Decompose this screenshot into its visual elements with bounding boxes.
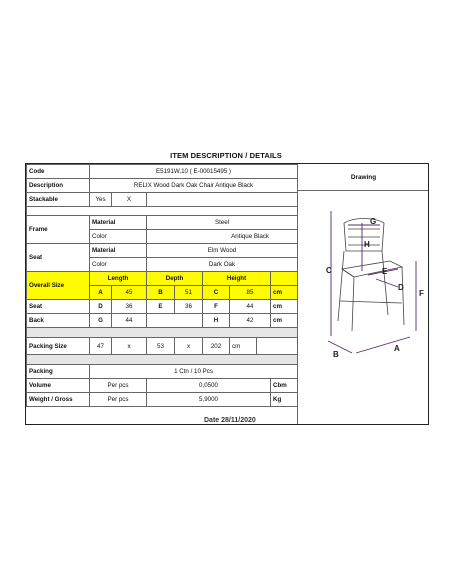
- stackable-label: Stackable: [27, 193, 90, 207]
- label-d: D: [398, 283, 404, 292]
- packing-size-width: 53: [147, 338, 175, 355]
- chair-drawing: [298, 191, 429, 361]
- overall-size-label: Overall Size: [27, 272, 90, 300]
- spacer: [27, 355, 298, 365]
- seat-material-value: Elm Wood: [147, 244, 298, 258]
- description-value: RELIX Wood Dark Oak Chair Antique Black: [90, 179, 298, 193]
- packing-size-empty: [257, 338, 298, 355]
- back-dims-label: Back: [27, 314, 90, 328]
- frame-material-label: Material: [90, 216, 147, 230]
- row-size-headers: [27, 272, 298, 286]
- frame-color-label: Color: [90, 230, 147, 244]
- packing-label: Packing: [27, 365, 90, 379]
- description-label: Description: [27, 179, 90, 193]
- packing-value: 1 Ctn / 10 Pcs: [90, 365, 298, 379]
- volume-label: Volume: [27, 379, 90, 393]
- label-g: G: [370, 217, 377, 226]
- stackable-yes: Yes: [90, 193, 112, 207]
- row-volume: [27, 379, 298, 393]
- label-f: F: [419, 289, 424, 298]
- date-text: Date 28/11/2020: [204, 417, 256, 424]
- spacer: [27, 328, 298, 338]
- drawing-panel: [297, 164, 429, 424]
- volume-unit: Cbm: [271, 379, 298, 393]
- row-seat-dims: [27, 300, 298, 314]
- size-header-empty: [271, 272, 298, 286]
- height-header: Height: [203, 272, 271, 286]
- seat-dims-label: Seat: [27, 300, 90, 314]
- dim-a-value: 45: [112, 286, 147, 300]
- packing-size-height: 202: [203, 338, 230, 355]
- depth-header: Depth: [147, 272, 203, 286]
- dim-b-letter: B: [147, 286, 175, 300]
- dim-c-letter: C: [203, 286, 230, 300]
- label-a: A: [394, 344, 400, 353]
- row-seat-material: [27, 244, 298, 258]
- volume-value: 0,0500: [147, 379, 271, 393]
- seat-material-label: Material: [90, 244, 147, 258]
- seat-color-label: Color: [90, 258, 147, 272]
- length-header: Length: [90, 272, 147, 286]
- packing-size-length: 47: [90, 338, 112, 355]
- spec-table: [26, 164, 298, 407]
- seat-dims-unit: cm: [271, 300, 298, 314]
- row-back-dims: [27, 314, 298, 328]
- chair-leg: [402, 267, 404, 325]
- packing-size-x1: x: [112, 338, 147, 355]
- row-code: [27, 165, 298, 179]
- dim-d-value: 36: [112, 300, 147, 314]
- label-c: C: [326, 266, 332, 275]
- row-description: [27, 179, 298, 193]
- frame-color-value: Antique Black: [147, 230, 298, 244]
- packing-size-x2: x: [175, 338, 203, 355]
- dim-b-value: 51: [175, 286, 203, 300]
- dim-d-letter: D: [90, 300, 112, 314]
- dim-h-value: 42: [230, 314, 271, 328]
- weight-unit: Kg: [271, 393, 298, 407]
- dim-h-letter: H: [203, 314, 230, 328]
- seat-label: Seat: [27, 244, 90, 272]
- stackable-empty: [147, 193, 298, 207]
- page-title: ITEM DESCRIPTION / DETAILS: [170, 151, 282, 160]
- row-frame-material: [27, 216, 298, 230]
- spacer: [27, 207, 298, 216]
- code-value: E5191W,10 ( E-00015495 ): [90, 165, 298, 179]
- drawing-title: Drawing: [298, 164, 429, 191]
- frame-material-value: Steel: [147, 216, 298, 230]
- code-label: Code: [27, 165, 90, 179]
- row-weight: [27, 393, 298, 407]
- chair-leg: [352, 277, 354, 331]
- size-unit: cm: [271, 286, 298, 300]
- dim-e-letter: E: [147, 300, 175, 314]
- dim-c-value: 85: [230, 286, 271, 300]
- label-e: E: [382, 267, 388, 276]
- weight-per: Per pcs: [90, 393, 147, 407]
- label-h: H: [364, 240, 370, 249]
- back-dims-empty: [147, 314, 203, 328]
- seat-color-value: Dark Oak: [147, 258, 298, 272]
- weight-label: Weight / Gross: [27, 393, 90, 407]
- row-packing-size: [27, 338, 298, 355]
- dim-g-value: 44: [112, 314, 147, 328]
- chair-leg: [338, 251, 344, 321]
- spec-sheet: [25, 163, 429, 425]
- weight-value: 5,9000: [147, 393, 271, 407]
- packing-size-unit: cm: [230, 338, 257, 355]
- back-dims-unit: cm: [271, 314, 298, 328]
- dim-a-letter: A: [90, 286, 112, 300]
- row-packing: [27, 365, 298, 379]
- dim-g-letter: G: [90, 314, 112, 328]
- dim-f-letter: F: [203, 300, 230, 314]
- volume-per: Per pcs: [90, 379, 147, 393]
- row-stackable: [27, 193, 298, 207]
- label-b: B: [333, 350, 339, 359]
- dim-f-value: 44: [230, 300, 271, 314]
- dim-e-value: 36: [175, 300, 203, 314]
- stackable-mark: X: [112, 193, 147, 207]
- packing-size-label: Packing Size: [27, 338, 90, 355]
- frame-label: Frame: [27, 216, 90, 244]
